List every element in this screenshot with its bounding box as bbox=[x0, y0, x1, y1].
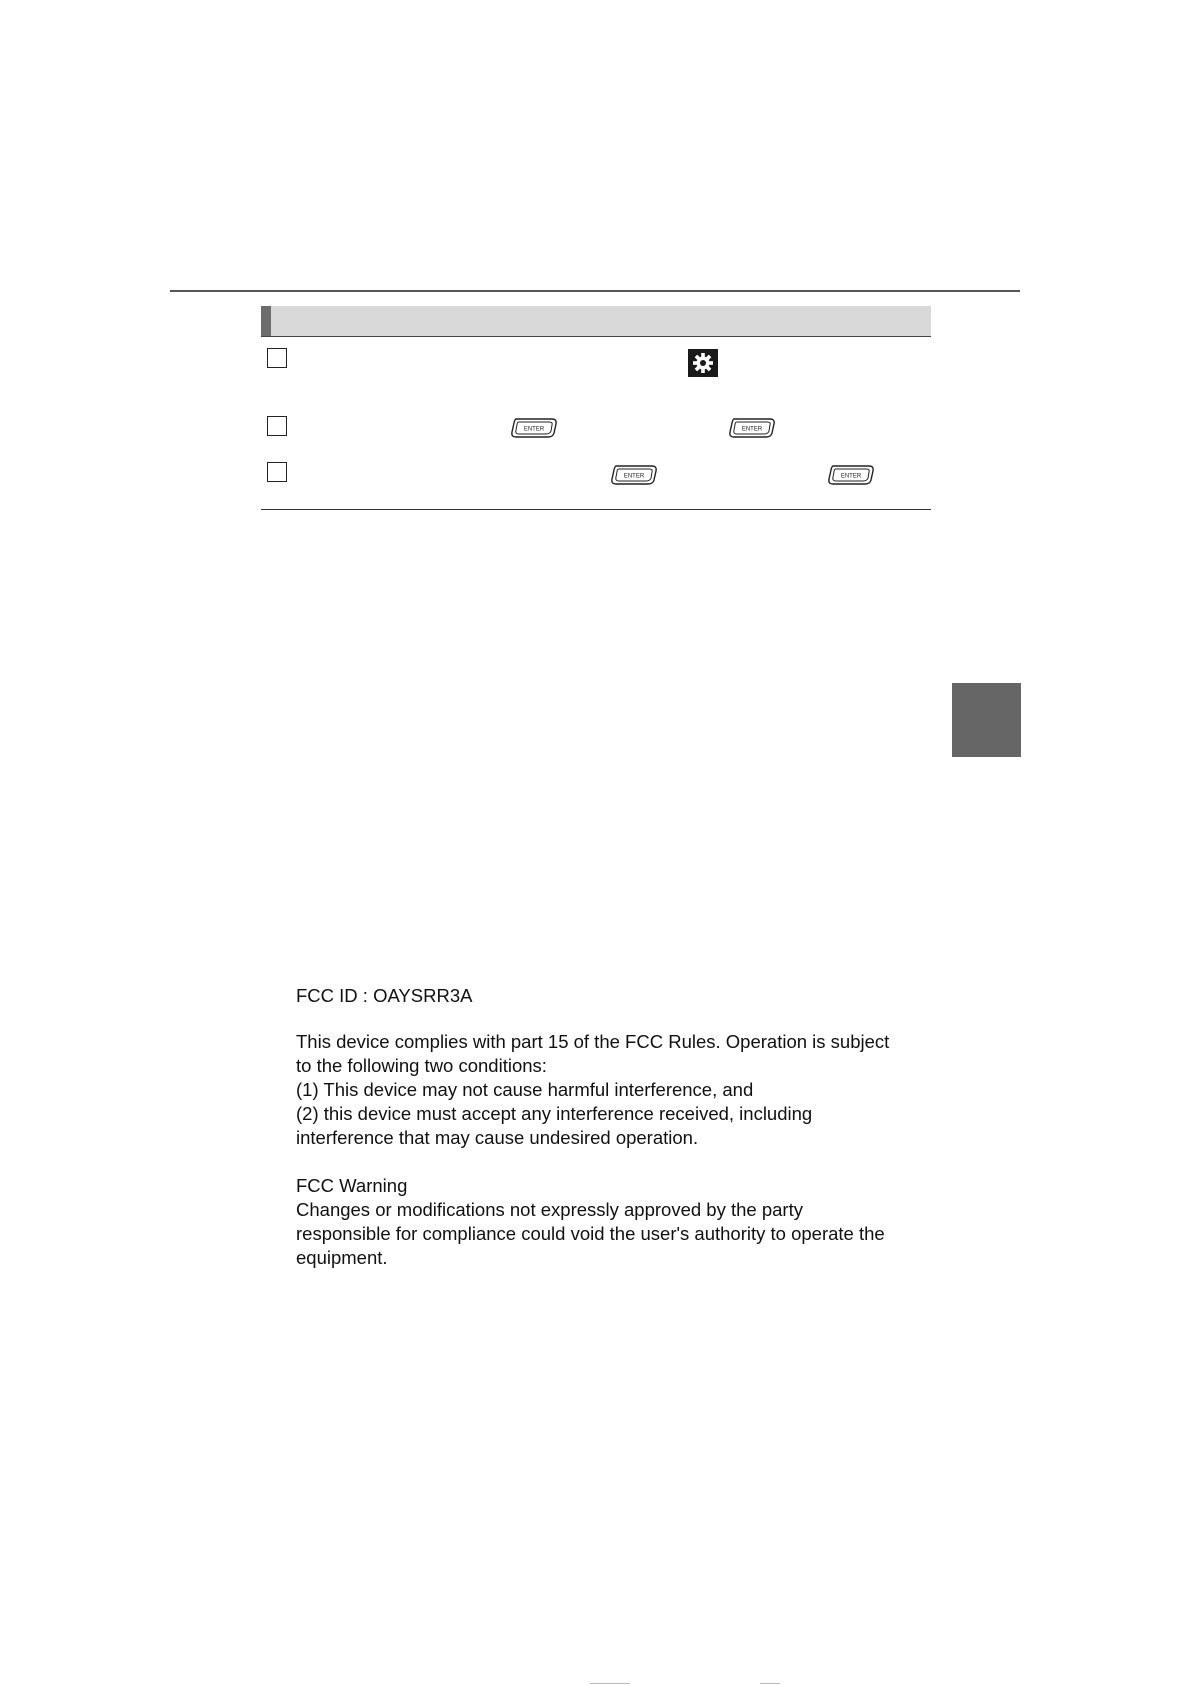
enter-button-icon bbox=[610, 463, 658, 487]
fcc-compliance-line: to the following two conditions: bbox=[296, 1055, 547, 1076]
step-1-checkbox bbox=[267, 348, 287, 368]
enter-button-icon bbox=[728, 416, 776, 440]
step-2-checkbox bbox=[267, 416, 287, 436]
fcc-compliance-line: This device complies with part 15 of the FCC Rules. Operation is subject bbox=[296, 1031, 890, 1052]
step-3-checkbox bbox=[267, 462, 287, 482]
section-heading-band bbox=[261, 306, 931, 336]
fcc-warning-line: Changes or modifications not expressly approved by the party bbox=[296, 1199, 803, 1220]
fcc-id-line: FCC ID : OAYSRR3A bbox=[296, 985, 473, 1006]
gear-icon bbox=[688, 349, 718, 377]
scan-artifact bbox=[590, 1683, 630, 1684]
chapter-side-tab bbox=[952, 683, 1021, 757]
svg-text:ENTER: ENTER bbox=[623, 473, 645, 480]
section-bottom-rule bbox=[261, 509, 931, 510]
fcc-compliance-line: (1) This device may not cause harmful interference, and bbox=[296, 1079, 754, 1100]
fcc-warning-paragraph bbox=[296, 1174, 936, 1270]
fcc-warning-line: equipment. bbox=[296, 1247, 388, 1268]
fcc-warning-title: FCC Warning bbox=[296, 1175, 408, 1196]
header-rule bbox=[170, 290, 1020, 292]
fcc-compliance-line: (2) this device must accept any interference received, including bbox=[296, 1103, 813, 1124]
svg-text:ENTER: ENTER bbox=[523, 426, 545, 433]
section-heading-accent bbox=[261, 306, 271, 336]
enter-button-icon bbox=[827, 463, 875, 487]
svg-text:ENTER: ENTER bbox=[840, 473, 862, 480]
fcc-compliance-line: interference that may cause undesired operation. bbox=[296, 1127, 699, 1148]
svg-text:ENTER: ENTER bbox=[741, 426, 763, 433]
scan-artifact bbox=[760, 1683, 780, 1684]
fcc-warning-line: responsible for compliance could void the user's authority to operate the bbox=[296, 1223, 885, 1244]
fcc-compliance-paragraph bbox=[296, 1030, 936, 1150]
enter-button-icon bbox=[510, 416, 558, 440]
section-heading-underline bbox=[261, 336, 931, 337]
fcc-notice bbox=[296, 984, 936, 1294]
